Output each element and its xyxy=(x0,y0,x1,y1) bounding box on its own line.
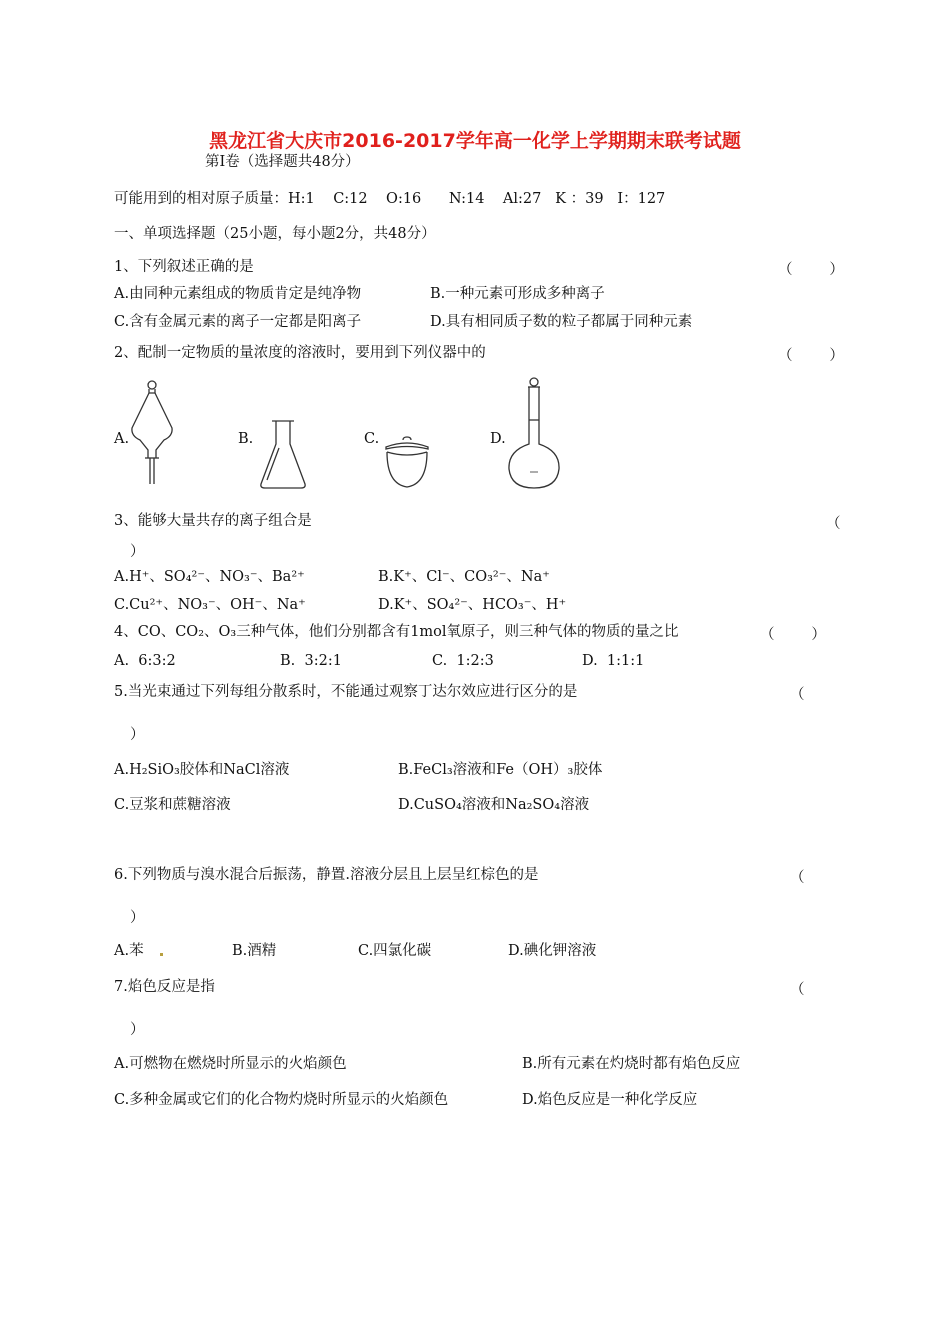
question-7-paren-open: （ xyxy=(790,982,805,998)
question-6-stem: 6.下列物质与溴水混合后振荡，静置.溶液分层且上层呈红棕色的是 xyxy=(114,867,539,883)
separatory-funnel-icon xyxy=(128,378,178,493)
question-5-option-b: B.FeCl₃溶液和Fe（OH）₃胶体 xyxy=(398,762,603,778)
volumetric-flask-icon xyxy=(505,376,563,494)
question-2-option-b: B. xyxy=(238,431,254,447)
question-4-option-c: C. 1:2:3 xyxy=(432,653,494,669)
question-2-option-a: A. xyxy=(114,431,130,447)
question-3-option-d: D.K⁺、SO₄²⁻、HCO₃⁻、H⁺ xyxy=(378,597,567,613)
question-3-stem: 3、能够大量共存的离子组合是 xyxy=(114,513,312,529)
question-6-option-b: B.酒精 xyxy=(232,943,277,959)
question-3-option-a: A.H⁺、SO₄²⁻、NO₃⁻、Ba²⁺ xyxy=(114,569,305,585)
question-5-paren-open: （ xyxy=(790,687,805,703)
question-1-option-b: B.一种元素可形成多种离子 xyxy=(430,286,605,302)
question-4-option-b: B. 3:2:1 xyxy=(280,653,342,669)
question-3-paren-open: （ xyxy=(826,516,841,532)
question-1-option-a: A.由同种元素组成的物质肯定是纯净物 xyxy=(114,286,362,302)
question-3-option-b: B.K⁺、Cl⁻、CO₃²⁻、Na⁺ xyxy=(378,569,550,585)
question-5-option-d: D.CuSO₄溶液和Na₂SO₄溶液 xyxy=(398,797,590,813)
question-7-paren-close: ） xyxy=(130,1022,145,1038)
question-5-stem: 5.当光束通过下列每组分散系时，不能通过观察丁达尔效应进行区分的是 xyxy=(114,684,578,700)
question-1-option-c: C.含有金属元素的离子一定都是阳离子 xyxy=(114,314,362,330)
question-4-option-a: A. 6:3:2 xyxy=(114,653,176,669)
crucible-icon xyxy=(380,436,434,492)
question-2-option-d: D. xyxy=(490,431,506,447)
question-6-option-a: A.苯 xyxy=(114,943,144,959)
question-6-option-c: C.四氯化碳 xyxy=(358,943,432,959)
question-7-stem: 7.焰色反应是指 xyxy=(114,979,215,995)
question-4-answer-paren: （ ） xyxy=(760,627,826,643)
question-2-answer-paren: （ ） xyxy=(778,348,844,364)
question-7-option-c: C.多种金属或它们的化合物灼烧时所显示的火焰颜色 xyxy=(114,1092,449,1108)
part-heading: 一、单项选择题（25小题，每小题2分，共48分） xyxy=(114,226,436,242)
question-3-paren-close: ） xyxy=(130,544,145,560)
page-title: 黑龙江省大庆市2016-2017学年高一化学上学期期末联考试题 xyxy=(209,130,741,152)
question-6-option-d: D.碘化钾溶液 xyxy=(508,943,597,959)
question-5-option-a: A.H₂SiO₃胶体和NaCl溶液 xyxy=(114,762,290,778)
speck-mark xyxy=(160,953,163,956)
question-7-option-b: B.所有元素在灼烧时都有焰色反应 xyxy=(522,1056,741,1072)
question-6-paren-open: （ xyxy=(790,870,805,886)
question-5-paren-close: ） xyxy=(130,727,145,743)
section-heading: 第Ⅰ卷（选择题共48分） xyxy=(205,154,360,170)
erlenmeyer-flask-icon xyxy=(258,418,308,492)
question-5-option-c: C.豆浆和蔗糖溶液 xyxy=(114,797,231,813)
question-1-stem: 1、下列叙述正确的是 xyxy=(114,259,254,275)
question-1-answer-paren: （ ） xyxy=(778,262,844,278)
question-2-stem: 2、配制一定物质的量浓度的溶液时，要用到下列仪器中的 xyxy=(114,345,486,361)
question-6-paren-close: ） xyxy=(130,910,145,926)
question-4-option-d: D. 1:1:1 xyxy=(582,653,645,669)
question-2-option-c: C. xyxy=(364,431,380,447)
question-7-option-a: A.可燃物在燃烧时所显示的火焰颜色 xyxy=(114,1056,347,1072)
question-4-stem: 4、CO、CO₂、O₃三种气体，他们分别都含有1mol氧原子，则三种气体的物质的量之比 xyxy=(114,624,679,640)
question-7-option-d: D.焰色反应是一种化学反应 xyxy=(522,1092,698,1108)
question-1-option-d: D.具有相同质子数的粒子都属于同种元素 xyxy=(430,314,693,330)
question-3-option-c: C.Cu²⁺、NO₃⁻、OH⁻、Na⁺ xyxy=(114,597,306,613)
atomic-masses-line: 可能用到的相对原子质量：H:1 C:12 O:16 N:14 Al:27 K ：39 I：127 xyxy=(114,191,666,207)
